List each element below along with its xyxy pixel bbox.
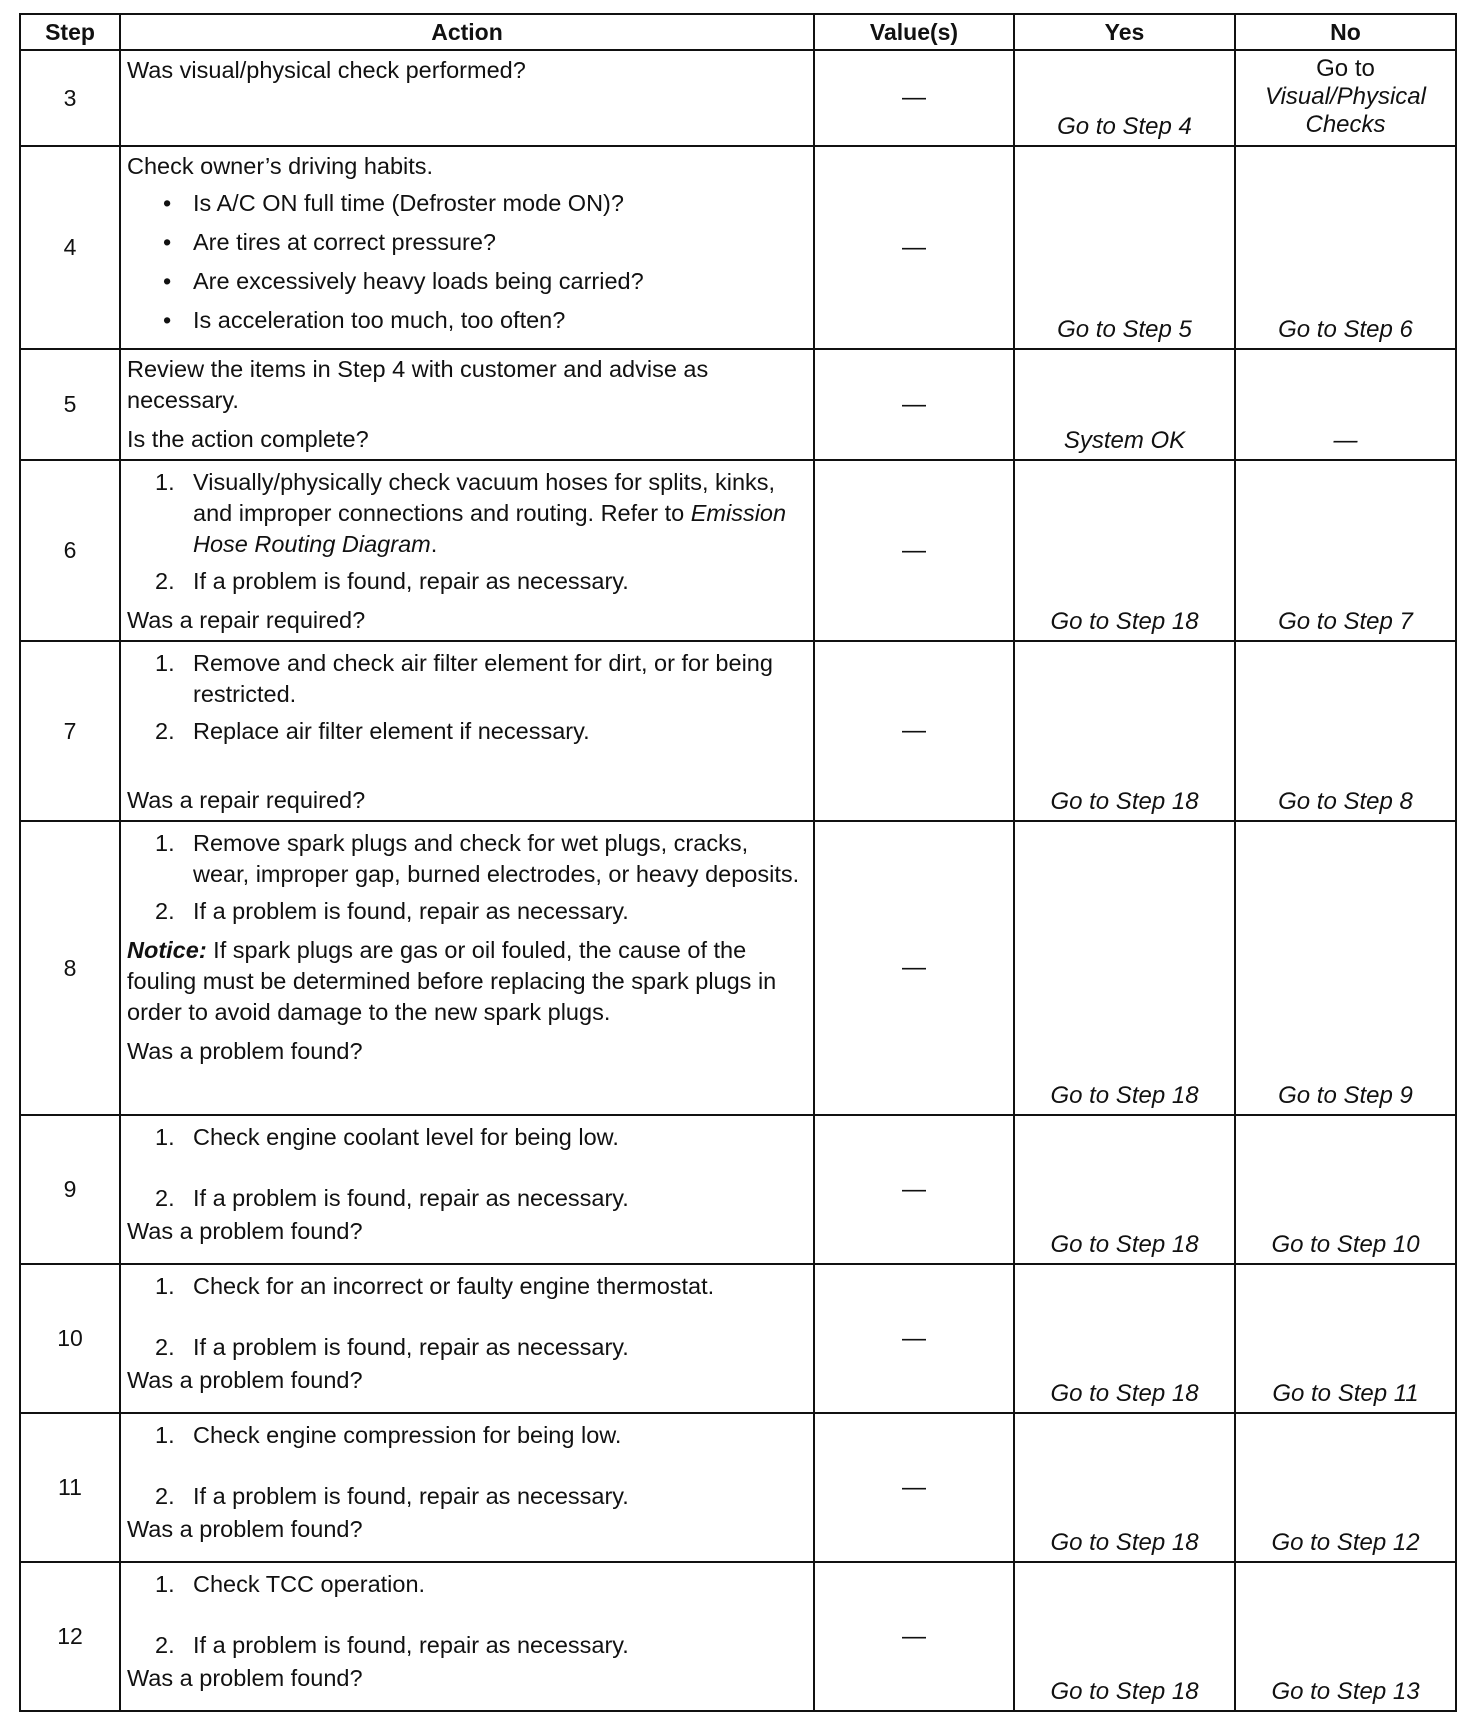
item-number: 2. xyxy=(155,1483,175,1509)
item-number: 2. xyxy=(155,568,175,594)
action-question: Was a problem found? xyxy=(127,1516,363,1542)
value-cell: — xyxy=(814,1264,1014,1413)
table-row xyxy=(20,1562,1456,1711)
item-number: 2. xyxy=(155,718,175,744)
numbered-item xyxy=(127,1630,801,1661)
value-cell: — xyxy=(814,821,1014,1115)
no-cell: Go to Step 6 xyxy=(1235,146,1456,349)
item-text: If a problem is found, repair as necessary. xyxy=(193,568,629,594)
yes-cell: Go to Step 18 xyxy=(1014,460,1235,641)
value-cell: — xyxy=(814,1413,1014,1562)
step-number: 5 xyxy=(20,349,120,460)
yes-cell: Go to Step 18 xyxy=(1014,821,1235,1115)
value-cell: — xyxy=(814,460,1014,641)
yes-cell: Go to Step 18 xyxy=(1014,1413,1235,1562)
spacer xyxy=(127,755,801,785)
no-line: Visual/Physical xyxy=(1265,83,1426,110)
numbered-item xyxy=(127,828,801,890)
item-number: 2. xyxy=(155,1632,175,1658)
bullet-item: • Are excessively heavy loads being carried? xyxy=(127,266,801,297)
bullet-item: • Is A/C ON full time (Defroster mode ON)? xyxy=(127,188,801,219)
action-cell xyxy=(120,641,814,821)
item-text: Check engine coolant level for being low. xyxy=(193,1124,619,1150)
item-text: Check engine compression for being low. xyxy=(193,1422,622,1448)
item-text: If a problem is found, repair as necessary. xyxy=(193,1185,629,1211)
item-number: 1. xyxy=(155,1422,175,1448)
item-text: Check TCC operation. xyxy=(193,1571,426,1597)
header-row xyxy=(20,14,1456,50)
numbered-item xyxy=(127,467,801,560)
notice-text: If spark plugs are gas or oil fouled, the cause of the fouling must be determined before replacing the spark plugs in order to avoid damage to the new spark plugs. xyxy=(127,937,777,1025)
numbered-item xyxy=(127,1122,801,1153)
action-intro: Check owner’s driving habits. xyxy=(127,153,434,179)
diagnostic-table xyxy=(19,13,1457,1712)
numbered-list xyxy=(127,1569,801,1661)
yes-cell: Go to Step 18 xyxy=(1014,1562,1235,1711)
step-number: 11 xyxy=(20,1413,120,1562)
value-cell: — xyxy=(814,50,1014,146)
no-line: Go to xyxy=(1316,55,1375,82)
item-text: Remove spark plugs and check for wet plugs, cracks, wear, improper gap, burned electrodes, or heavy deposits. xyxy=(193,830,800,887)
notice-label: Notice: xyxy=(127,937,207,963)
no-line: Checks xyxy=(1305,111,1386,138)
bullet-item: • Is acceleration too much, too often? xyxy=(127,305,801,336)
numbered-list xyxy=(127,1271,801,1363)
table-row xyxy=(20,460,1456,641)
no-cell xyxy=(1235,50,1456,146)
header-yes: Yes xyxy=(1014,14,1235,50)
action-question: Was a problem found? xyxy=(127,1218,363,1244)
value-cell: — xyxy=(814,146,1014,349)
no-cell: Go to Step 10 xyxy=(1235,1115,1456,1264)
action-cell xyxy=(120,1264,814,1413)
no-cell: Go to Step 12 xyxy=(1235,1413,1456,1562)
table-row xyxy=(20,146,1456,349)
item-number: 2. xyxy=(155,1185,175,1211)
yes-cell: Go to Step 18 xyxy=(1014,641,1235,821)
step-number: 8 xyxy=(20,821,120,1115)
item-text: Check for an incorrect or faulty engine thermostat. xyxy=(193,1273,715,1299)
numbered-item xyxy=(127,1481,801,1512)
action-question: Was a problem found? xyxy=(127,1367,363,1393)
action-cell xyxy=(120,1562,814,1711)
item-text: Remove and check air filter element for dirt, or for being restricted. xyxy=(193,650,773,707)
numbered-item xyxy=(127,716,801,747)
item-text: If a problem is found, repair as necessary. xyxy=(193,1334,629,1360)
action-question: Is the action complete? xyxy=(127,426,369,452)
step-number: 6 xyxy=(20,460,120,641)
numbered-item xyxy=(127,896,801,927)
table-row xyxy=(20,1115,1456,1264)
numbered-item xyxy=(127,566,801,597)
bullet-list xyxy=(127,188,801,336)
value-cell: — xyxy=(814,1115,1014,1264)
table-row xyxy=(20,1413,1456,1562)
bullet-item: • Are tires at correct pressure? xyxy=(127,227,801,258)
item-text: Visually/physically check vacuum hoses for splits, kinks, and improper connections and routing. Refer to xyxy=(193,469,776,526)
table-row xyxy=(20,349,1456,460)
item-text: If a problem is found, repair as necessary. xyxy=(193,1483,629,1509)
table-row xyxy=(20,50,1456,146)
yes-cell: Go to Step 18 xyxy=(1014,1115,1235,1264)
numbered-item xyxy=(127,1271,801,1302)
item-number: 1. xyxy=(155,469,175,495)
yes-cell: System OK xyxy=(1014,349,1235,460)
item-text: If a problem is found, repair as necessary. xyxy=(193,1632,629,1658)
table-row xyxy=(20,1264,1456,1413)
step-number: 12 xyxy=(20,1562,120,1711)
no-cell: Go to Step 9 xyxy=(1235,821,1456,1115)
item-text: If a problem is found, repair as necessary. xyxy=(193,898,629,924)
value-cell: — xyxy=(814,349,1014,460)
action-question: Was a repair required? xyxy=(127,787,366,813)
action-question: Was visual/physical check performed? xyxy=(127,57,526,83)
action-question: Was a problem found? xyxy=(127,1665,363,1691)
numbered-list xyxy=(127,1420,801,1512)
value-cell: — xyxy=(814,641,1014,821)
header-values: Value(s) xyxy=(814,14,1014,50)
item-text-end: . xyxy=(430,531,438,557)
notice-paragraph xyxy=(127,935,801,1028)
step-number: 9 xyxy=(20,1115,120,1264)
numbered-list xyxy=(127,467,801,597)
item-number: 1. xyxy=(155,1124,175,1150)
numbered-list xyxy=(127,648,801,747)
numbered-item xyxy=(127,1332,801,1363)
yes-cell: Go to Step 5 xyxy=(1014,146,1235,349)
item-number: 1. xyxy=(155,1571,175,1597)
reference-link: Emission Hose Routing Diagram xyxy=(193,500,787,557)
action-cell xyxy=(120,460,814,641)
value-cell: — xyxy=(814,1562,1014,1711)
no-cell: Go to Step 8 xyxy=(1235,641,1456,821)
header-step: Step xyxy=(20,14,120,50)
step-number: 3 xyxy=(20,50,120,146)
step-number: 4 xyxy=(20,146,120,349)
numbered-item xyxy=(127,648,801,710)
yes-cell: Go to Step 18 xyxy=(1014,1264,1235,1413)
action-cell xyxy=(120,146,814,349)
no-cell: Go to Step 7 xyxy=(1235,460,1456,641)
action-cell xyxy=(120,1115,814,1264)
numbered-item xyxy=(127,1569,801,1600)
action-cell xyxy=(120,349,814,460)
action-question: Was a problem found? xyxy=(127,1038,363,1064)
item-number: 1. xyxy=(155,650,175,676)
action-question: Was a repair required? xyxy=(127,607,366,633)
item-number: 1. xyxy=(155,1273,175,1299)
no-cell: Go to Step 11 xyxy=(1235,1264,1456,1413)
action-cell xyxy=(120,50,814,146)
no-cell: — xyxy=(1235,349,1456,460)
action-cell xyxy=(120,821,814,1115)
action-intro: Review the items in Step 4 with customer and advise as necessary. xyxy=(127,356,709,413)
action-cell xyxy=(120,1413,814,1562)
table-row xyxy=(20,641,1456,821)
numbered-item xyxy=(127,1183,801,1214)
numbered-list xyxy=(127,1122,801,1214)
step-number: 7 xyxy=(20,641,120,821)
header-action: Action xyxy=(120,14,814,50)
step-number: 10 xyxy=(20,1264,120,1413)
item-number: 2. xyxy=(155,898,175,924)
no-cell: Go to Step 13 xyxy=(1235,1562,1456,1711)
item-number: 1. xyxy=(155,830,175,856)
item-text: Replace air filter element if necessary. xyxy=(193,718,590,744)
numbered-item xyxy=(127,1420,801,1451)
numbered-list xyxy=(127,828,801,927)
header-no: No xyxy=(1235,14,1456,50)
item-number: 2. xyxy=(155,1334,175,1360)
yes-cell: Go to Step 4 xyxy=(1014,50,1235,146)
table-row xyxy=(20,821,1456,1115)
